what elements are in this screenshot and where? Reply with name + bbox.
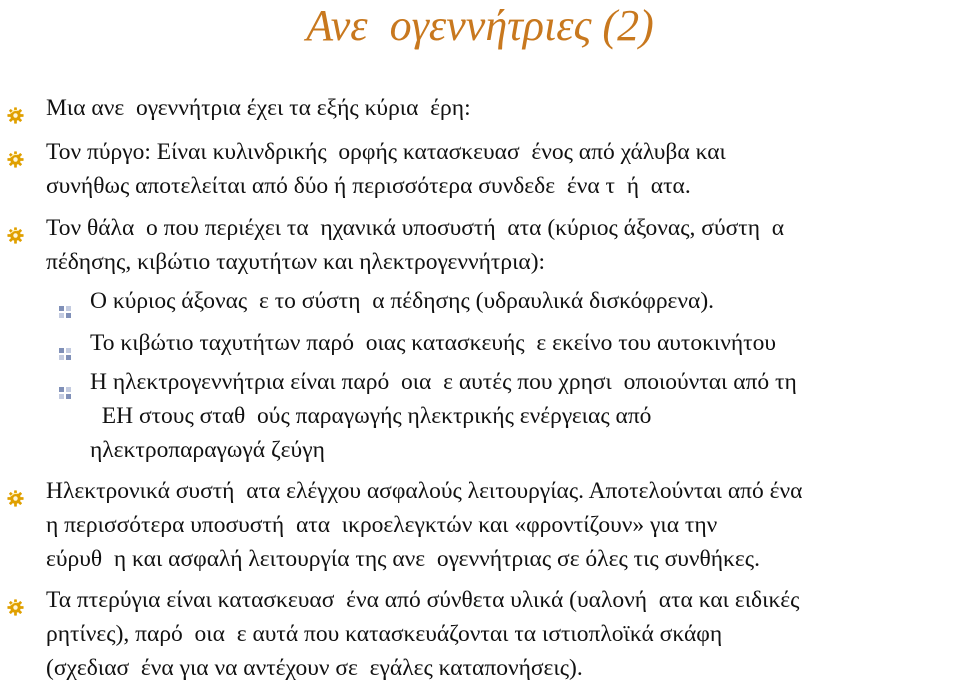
- bullet-text-line: Τον θάλα ο που περιέχει τα ηχανικά υποσυστή ατα (κύριος άξονας, σύστη α: [46, 215, 785, 241]
- bullet-item-4: [46, 474, 802, 576]
- gear-bullet-icon: [7, 592, 24, 609]
- bullet-text-line: Ηλεκτρονικά συστή ατα ελέγχου ασφαλούς λειτουργίας. Αποτελούνται από ένα: [46, 478, 803, 504]
- bullet-text-line: ρητίνες), παρό οια ε αυτά που κατασκευάζονται τα ιστιοπλοϊκά σκάφη: [46, 621, 723, 647]
- sub-bullet-item-2: [90, 326, 776, 360]
- gear-bullet-icon: [7, 483, 24, 500]
- bullet-item-2: [46, 135, 726, 203]
- bullet-text-line: εύρυθ η και ασφαλή λειτουργία της ανε ογεννήτριας σε όλες τις συνθήκες.: [46, 546, 760, 572]
- bullet-item-3: [46, 211, 784, 279]
- bullet-text-line: (σχεδιασ ένα για να αντέχουν σε εγάλες καταπονήσεις).: [46, 655, 583, 681]
- square-bullet-icon: [58, 376, 72, 390]
- bullet-text-line: Η ηλεκτρογεννήτρια είναι παρό οια ε αυτές που χρησι οποιούνται από τη: [90, 369, 797, 395]
- square-bullet-icon: [58, 295, 72, 309]
- gear-bullet-icon: [7, 144, 24, 161]
- bullet-text-line: η περισσότερα υποσυστή ατα ικροελεγκτών και «φροντίζουν» για την: [46, 512, 718, 538]
- bullet-text-line: ΕΗ στους σταθ ούς παραγωγής ηλεκτρικής ενέργειας από: [90, 403, 652, 429]
- bullet-item-5: [46, 583, 799, 685]
- gear-bullet-icon: [7, 100, 24, 117]
- bullet-text-line: Τον πύργο: Είναι κυλινδρικής ορφής κατασκευασ ένος από χάλυβα και: [46, 139, 726, 165]
- bullet-text-line: Τα πτερύγια είναι κατασκευασ ένα από σύνθετα υλικά (υαλονή ατα και ειδικές: [46, 587, 800, 613]
- bullet-text-line: συνήθως αποτελείται από δύο ή περισσότερα συνδεδε ένα τ ή ατα.: [46, 173, 691, 199]
- square-bullet-icon: [58, 337, 72, 351]
- bullet-text-line: Ο κύριος άξονας ε το σύστη α πέδησης (υδραυλικά δισκόφρενα).: [90, 288, 715, 314]
- sub-bullet-item-3: [90, 365, 797, 467]
- bullet-text-line: Το κιβώτιο ταχυτήτων παρό οιας κατασκευής ε εκείνο του αυτοκινήτου: [90, 330, 776, 356]
- gear-bullet-icon: [7, 220, 24, 237]
- slide-title: Ανε ογεννήτριες (2): [306, 1, 654, 50]
- bullet-text-line: Μια ανε ογεννήτρια έχει τα εξής κύρια έρη:: [46, 95, 471, 121]
- bullet-text-line: ηλεκτροπαραγωγά ζεύγη: [90, 437, 325, 463]
- bullet-item-1: [46, 91, 471, 125]
- bullet-text-line: πέδησης, κιβώτιο ταχυτήτων και ηλεκτρογεννήτρια):: [46, 249, 546, 275]
- sub-bullet-item-1: [90, 284, 714, 318]
